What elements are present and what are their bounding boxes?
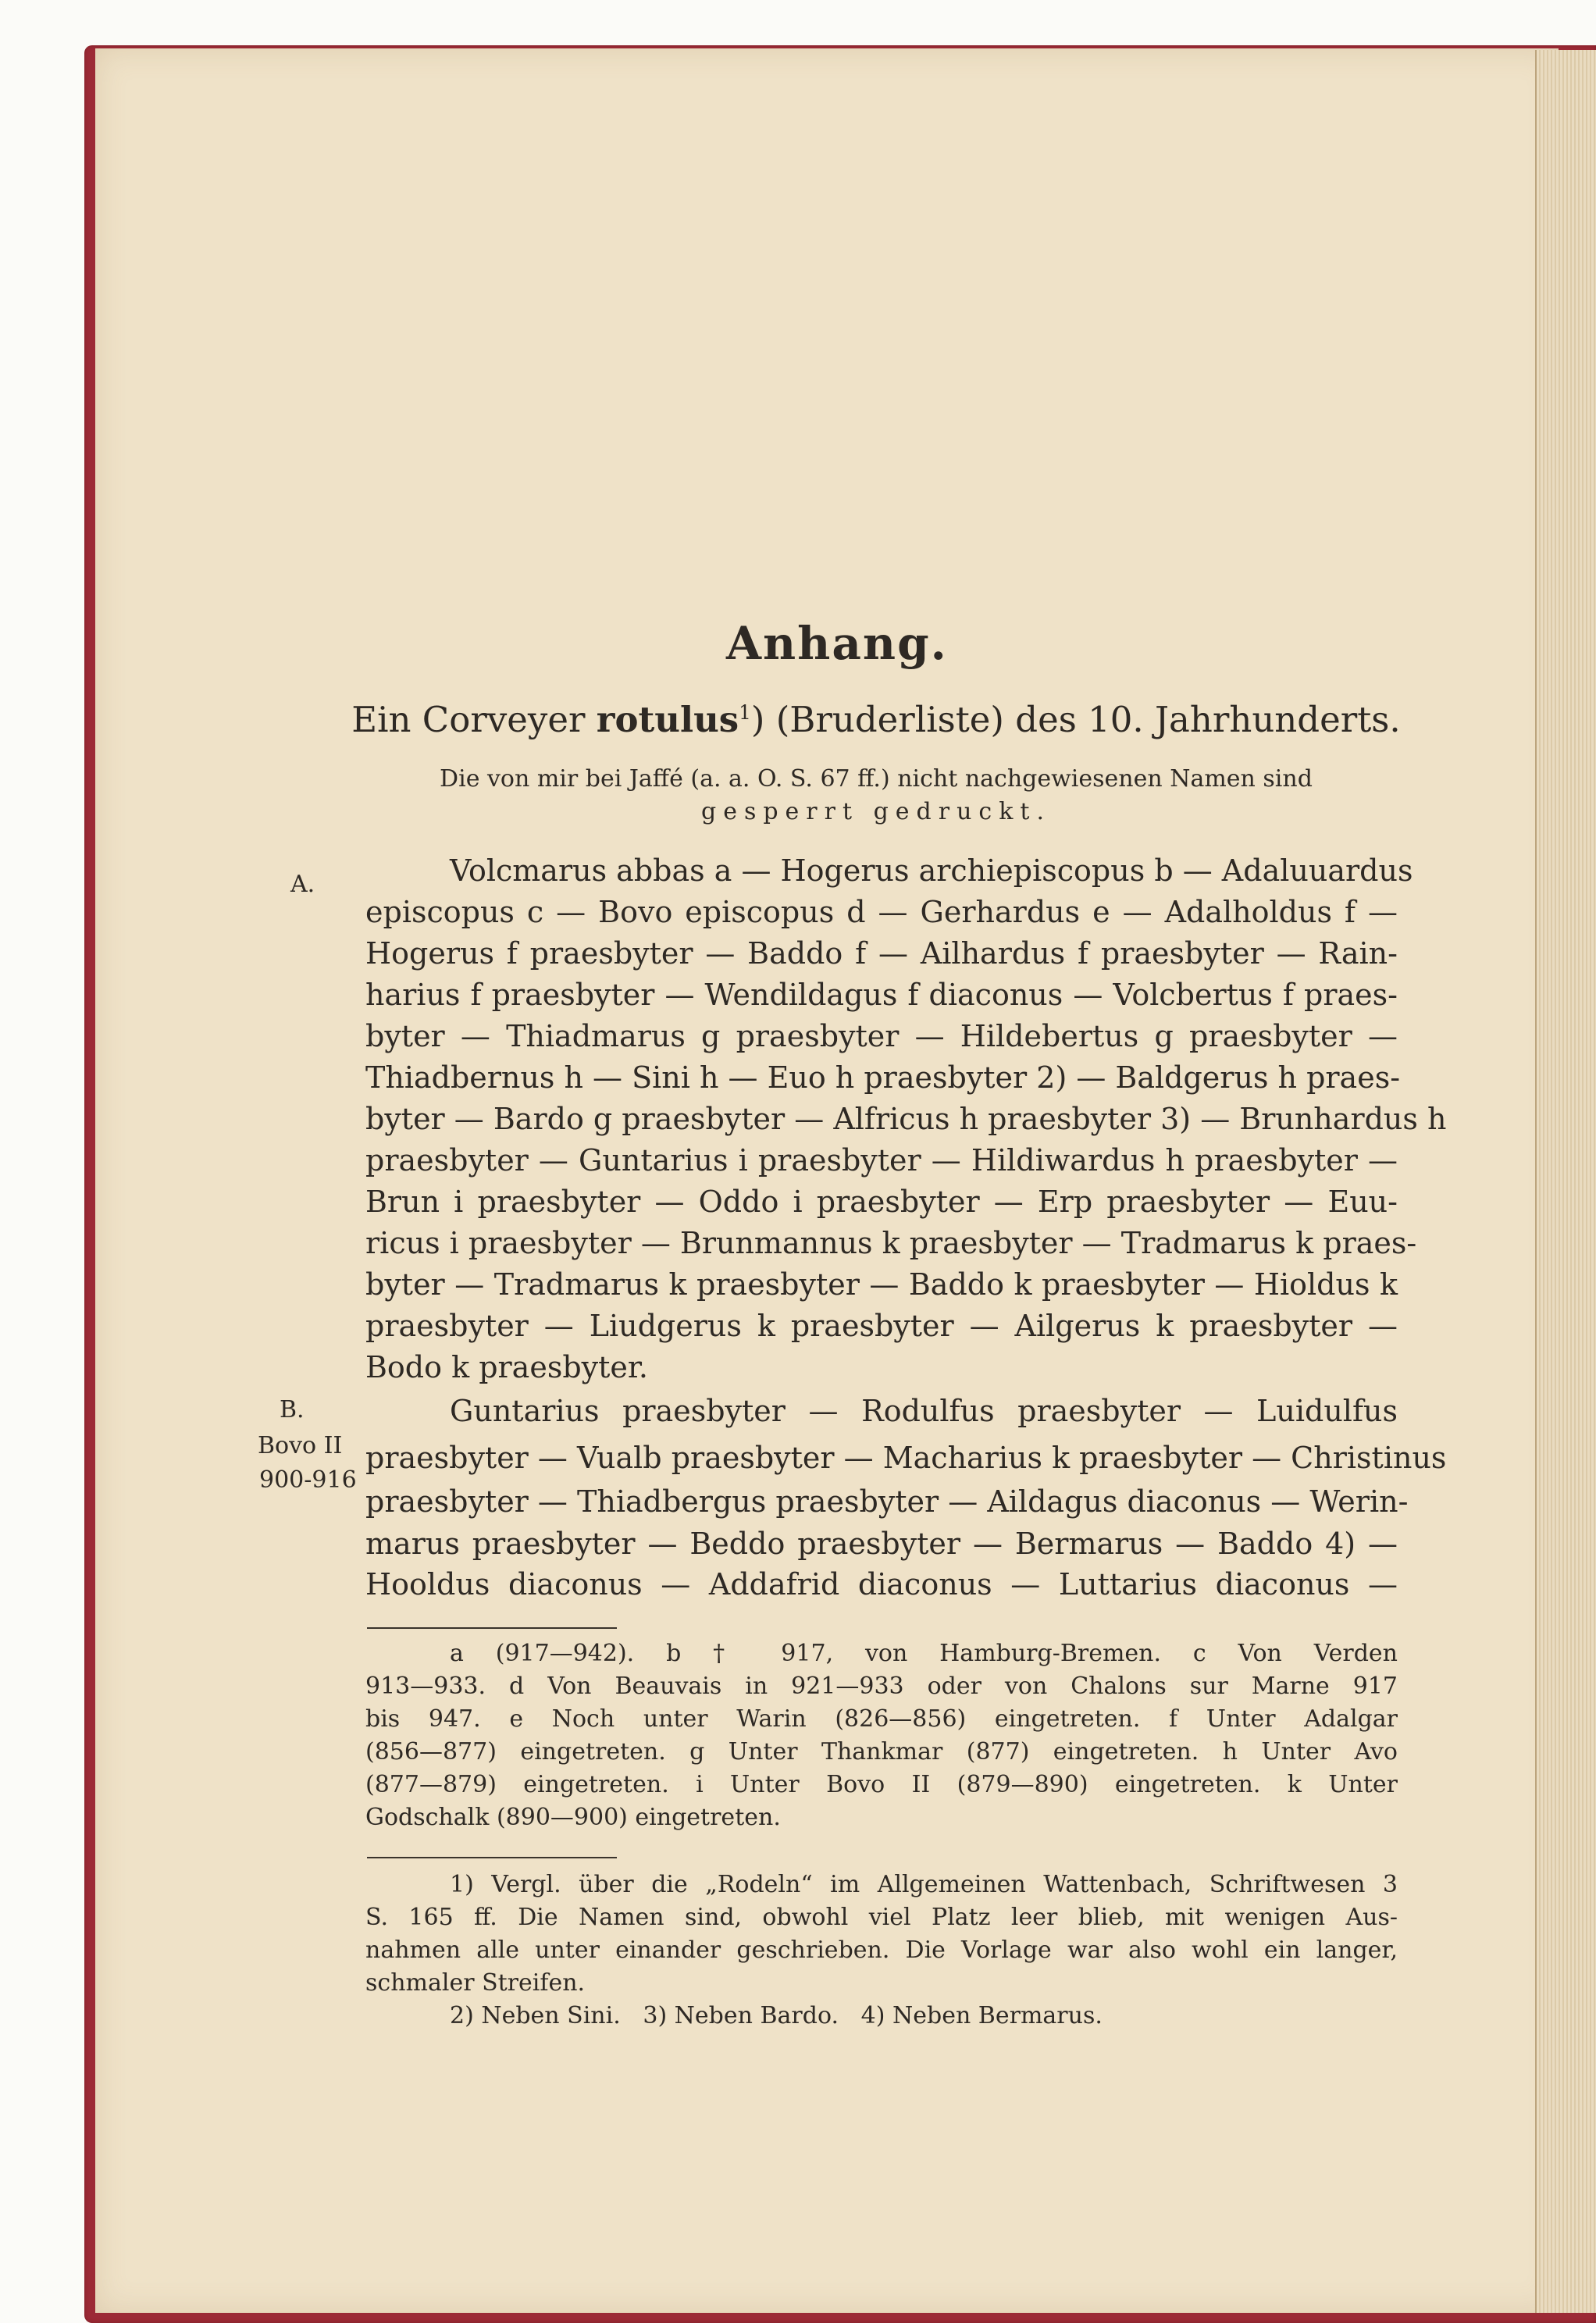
page-heading: Anhang. [726, 617, 948, 670]
section-b-line: praesbyter — Thiadbergus praesbyter — Aildagus diaconus — Werin- [365, 1484, 1409, 1519]
document-title [337, 699, 1415, 740]
title-post: ) (Bruderliste) des 10. Jahrhunderts. [750, 699, 1401, 740]
section-b-margin-years: 900-916 [259, 1466, 357, 1494]
letter-note-line: bis 947. e Noch unter Warin (826—856) eingetreten. f Unter Adalgar [365, 1705, 1398, 1733]
section-a-label: A. [290, 871, 315, 898]
title-bold: rotulus [596, 699, 739, 740]
section-a-line: harius f praesbyter — Wendildagus f diaconus — Volcbertus f praes- [365, 978, 1398, 1012]
section-a-line: byter — Tradmarus k praesbyter — Baddo k praesbyter — Hioldus k [365, 1267, 1398, 1302]
section-a-line: praesbyter — Guntarius i praesbyter — Hildiwardus h praesbyter — [365, 1143, 1398, 1178]
section-b-line: marus praesbyter — Beddo praesbyter — Bermarus — Baddo 4) — [365, 1527, 1398, 1561]
subtitle-line-1: Die von mir bei Jaffé (a. a. O. S. 67 ff.) nicht nachgewiesenen Namen sind [440, 765, 1313, 793]
section-a-line: episcopus c — Bovo episcopus d — Gerhardus e — Adalholdus f — [365, 895, 1398, 929]
section-a-line: byter — Bardo g praesbyter — Alfricus h praesbyter 3) — Brunhardus h [365, 1102, 1447, 1136]
footnote-rule [367, 1857, 617, 1858]
footnote-line: schmaler Streifen. [365, 1969, 586, 1997]
footnote-rule [367, 1627, 617, 1629]
letter-note-line: a (917—942). b † 917, von Hamburg-Bremen. c Von Verden [450, 1640, 1398, 1667]
section-a-line: byter — Thiadmarus g praesbyter — Hildebertus g praesbyter — [365, 1019, 1398, 1053]
section-a-line: Hogerus f praesbyter — Baddo f — Ailhardus f praesbyter — Rain- [365, 936, 1398, 971]
section-b-margin-name: Bovo II [258, 1432, 343, 1459]
section-a-line: Bodo k praesbyter. [365, 1350, 648, 1384]
footnote-line: 2) Neben Sini. 3) Neben Bardo. 4) Neben Bermarus. [450, 2002, 1103, 2029]
subtitle-line-2: gesperrt gedruckt. [701, 798, 1051, 825]
section-a-line: ricus i praesbyter — Brunmannus k praesbyter — Tradmarus k praes- [365, 1226, 1417, 1260]
letter-note-line: (856—877) eingetreten. g Unter Thankmar (877) eingetreten. h Unter Avo [365, 1738, 1398, 1765]
footnote-line: S. 165 ff. Die Namen sind, obwohl viel Platz leer blieb, mit wenigen Aus- [365, 1904, 1398, 1931]
footnote-line: nahmen alle unter einander geschrieben. Die Vorlage war also wohl ein langer, [365, 1936, 1398, 1964]
section-b-line: Hooldus diaconus — Addafrid diaconus — Luttarius diaconus — [365, 1567, 1398, 1602]
footnote-line: 1) Vergl. über die „Rodeln“ im Allgemeinen Wattenbach, Schriftwesen 3 [450, 1871, 1398, 1898]
section-a-line: Volcmarus abbas a — Hogerus archiepiscopus b — Adaluuardus [450, 853, 1413, 888]
section-a-line: praesbyter — Liudgerus k praesbyter — Ailgerus k praesbyter — [365, 1309, 1398, 1343]
section-b-line: praesbyter — Vualb praesbyter — Macharius k praesbyter — Christinus [365, 1441, 1447, 1475]
section-a-line: Thiadbernus h — Sini h — Euo h praesbyter 2) — Baldgerus h praes- [365, 1060, 1401, 1095]
section-b-line: Guntarius praesbyter — Rodulfus praesbyter — Luidulfus [450, 1394, 1398, 1428]
section-a-line: Brun i praesbyter — Oddo i praesbyter — Erp praesbyter — Euu- [365, 1185, 1398, 1219]
title-sup: 1 [739, 701, 751, 724]
title-pre: Ein Corveyer [351, 699, 597, 740]
letter-note-line: Godschalk (890—900) eingetreten. [365, 1804, 781, 1831]
letter-note-line: 913—933. d Von Beauvais in 921—933 oder von Chalons sur Marne 917 [365, 1673, 1398, 1700]
section-b-label: B. [280, 1396, 305, 1423]
letter-note-line: (877—879) eingetreten. i Unter Bovo II (879—890) eingetreten. k Unter [365, 1771, 1398, 1798]
